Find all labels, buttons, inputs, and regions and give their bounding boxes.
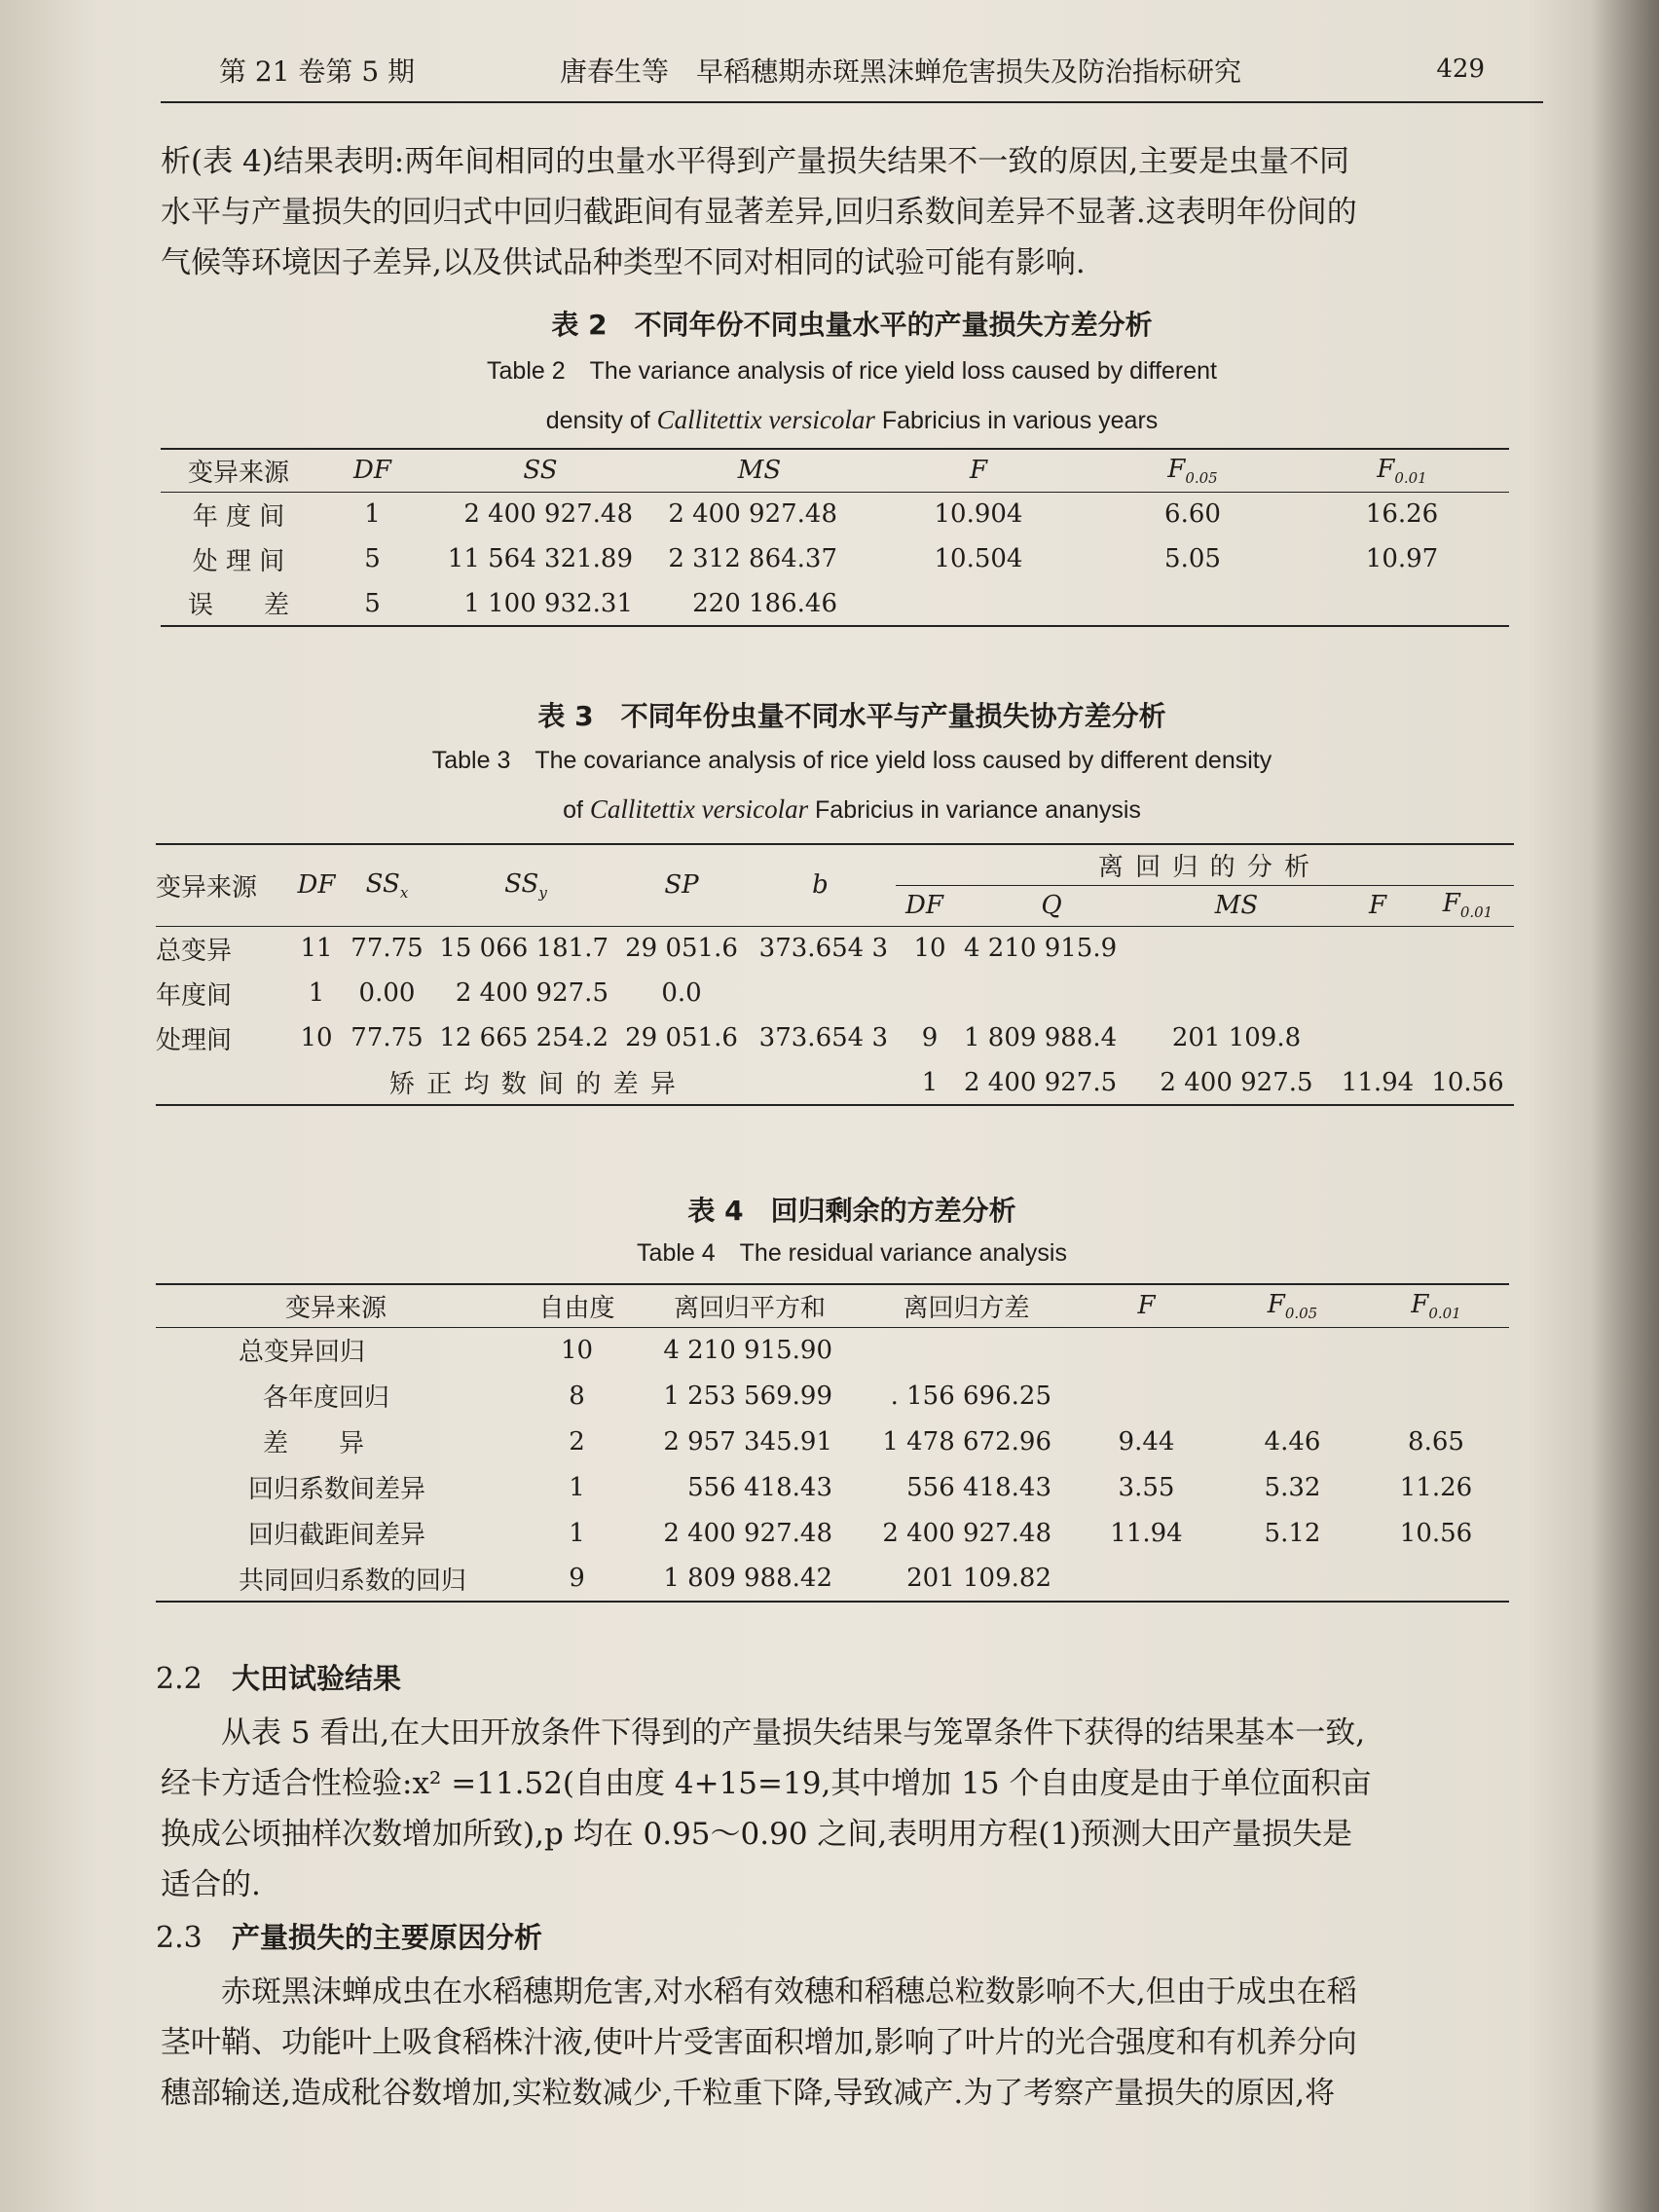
col-header (1295, 449, 1509, 492)
table4-caption-cn: 表 4 回归剩余的方差分析 (687, 1195, 1016, 1227)
table-row (161, 581, 1509, 626)
cell: 10.56 (1431, 1067, 1504, 1097)
cell (1421, 1015, 1514, 1060)
cell (1334, 926, 1421, 971)
table3-caption-en (161, 736, 1543, 834)
cell: 201 109.82 (906, 1564, 1051, 1593)
col-header: 离回归方差 (903, 1293, 1030, 1323)
cell: 回归系数间差异 (248, 1475, 426, 1504)
section-number: 2.3 (156, 1921, 203, 1955)
cell: 0.00 (358, 978, 416, 1008)
cell: 6.60 (1164, 499, 1221, 530)
header-rule (161, 101, 1543, 103)
section-number: 2.2 (156, 1662, 203, 1696)
cell (1222, 1556, 1363, 1602)
header-subscript: x (399, 883, 409, 902)
caption-line-pre: of (563, 796, 590, 824)
text-line: 穗部输送,造成秕谷数增加,实粒数减少,千粒重下降,导致减产.为了考察产量损失的原因,将 (161, 2076, 1336, 2111)
table-row (156, 1510, 1509, 1556)
cell: 77.75 (350, 934, 424, 964)
cell (1071, 1327, 1222, 1373)
cell (1139, 971, 1334, 1015)
cell (866, 581, 1090, 626)
cell: 373.654 3 (758, 934, 888, 964)
cell: 差 异 (263, 1429, 365, 1458)
cell: 3.55 (1118, 1472, 1175, 1502)
col-header: F (1137, 1291, 1156, 1321)
section-title: 大田试验结果 (232, 1662, 402, 1695)
text-line: 赤斑黑沫蝉成虫在水稻穗期危害,对水稻有效穗和稻穗总粒数影响不大,但由于成虫在稻 (161, 1974, 1357, 2009)
cell: 5.05 (1164, 544, 1221, 573)
header-symbol: SS (365, 868, 400, 899)
cell: 5 (364, 544, 381, 573)
header-subscript: 0.01 (1428, 1304, 1461, 1322)
header-subscript: 0.05 (1284, 1304, 1318, 1322)
cell (964, 971, 1139, 1015)
col-header: 变异来源 (187, 458, 289, 488)
section-2-3-paragraph (161, 1967, 1548, 2119)
cell: 2 400 927.48 (463, 499, 633, 530)
cell: 2 957 345.91 (663, 1426, 832, 1456)
col-header (1090, 449, 1295, 492)
cell (1090, 581, 1295, 626)
cell: 1 100 932.31 (463, 588, 633, 618)
cell: . 156 696.25 (890, 1381, 1051, 1411)
cell: 10.504 (934, 544, 1023, 573)
cell: 总变异回归 (239, 1338, 366, 1368)
cell: 1 (364, 499, 381, 530)
table-row (156, 1373, 1509, 1419)
section-2-3-heading (156, 1916, 542, 1956)
col-header: b (812, 870, 829, 901)
col-header: 变异来源 (156, 872, 258, 903)
cell (862, 1327, 1071, 1373)
cell: 4.46 (1264, 1426, 1321, 1456)
caption-line: Table 3 The covariance analysis of rice yield loss caused by different density (431, 747, 1272, 774)
col-header (433, 844, 618, 926)
cell: 373.654 3 (758, 1023, 888, 1052)
col-header: SS (523, 456, 558, 486)
cell: 10 (560, 1335, 594, 1365)
col-header: 变异来源 (284, 1293, 387, 1323)
cell: 201 109.8 (1171, 1023, 1302, 1052)
cell: 2 312 864.37 (668, 544, 837, 573)
table4 (156, 1283, 1509, 1603)
cell: 2 (569, 1426, 585, 1456)
cell: 4 210 915.9 (964, 934, 1118, 964)
species-name: Callitettix versicolar (589, 794, 809, 824)
header-symbol: SS (504, 868, 539, 899)
cell: 11.26 (1399, 1472, 1473, 1502)
cell (1295, 581, 1509, 626)
cell (1334, 971, 1421, 1015)
group-header: 离 回 归 的 分 析 (896, 844, 1514, 885)
cell: 1 478 672.96 (882, 1426, 1051, 1456)
cell: 2 400 927.48 (663, 1518, 832, 1548)
cell: 1 809 988.4 (964, 1023, 1118, 1052)
table-row (156, 1464, 1509, 1510)
text-line: 析(表 4)结果表明:两年间相同的虫量水平得到产量损失结果不一致的原因,主要是虫量不同 (161, 144, 1350, 179)
table2-caption-cn: 表 2 不同年份不同虫量水平的产量损失方差分析 (551, 309, 1153, 341)
col-header (1363, 1284, 1509, 1327)
header-symbol: F (1267, 1289, 1285, 1319)
table-row (161, 536, 1509, 581)
table3 (156, 843, 1514, 1106)
cell (1071, 1373, 1222, 1419)
col-header (341, 844, 433, 926)
header-subscript: 0.01 (1459, 903, 1493, 922)
intro-paragraph (161, 136, 1548, 288)
cell: 2 400 927.48 (668, 499, 837, 530)
col-header: 离回归平方和 (673, 1293, 826, 1323)
cell: 9.44 (1118, 1426, 1175, 1456)
cell (1363, 1373, 1509, 1419)
cell: 10.97 (1365, 544, 1439, 573)
cell: 4 210 915.90 (663, 1335, 832, 1365)
cell: 5.32 (1264, 1472, 1321, 1502)
cell: 12 665 254.2 (439, 1023, 608, 1052)
cell: 9 (921, 1023, 939, 1052)
cell: 10.904 (934, 499, 1023, 530)
cell: 1 (569, 1518, 585, 1548)
cell: 1 (308, 978, 325, 1008)
table2-caption-en (161, 347, 1543, 445)
cell: 16.26 (1365, 499, 1439, 530)
cell: 共同回归系数的回归 (239, 1566, 467, 1596)
cell: 各年度回归 (263, 1383, 390, 1413)
cell: 10 (913, 934, 946, 964)
text-line: 水平与产量损失的回归式中回归截距间有显著差异,回归系数间差异不显著.这表明年份间的 (161, 195, 1357, 230)
header-symbol: F (1167, 454, 1186, 484)
text-line: 经卡方适合性检验:x² =11.52(自由度 4+15=19,其中增加 15 个自由度是由于单位面积亩 (161, 1766, 1372, 1801)
caption-line: Table 2 The variance analysis of rice yield loss caused by different (487, 357, 1217, 385)
cell: 8.65 (1408, 1426, 1464, 1456)
section-title: 产量损失的主要原因分析 (232, 1921, 543, 1954)
cell (1421, 926, 1514, 971)
cell: 29 051.6 (625, 934, 738, 964)
table-row-corrected (156, 1060, 1514, 1105)
text-line: 适合的. (161, 1867, 261, 1902)
cell: 2 400 927.5 (1160, 1067, 1313, 1097)
cell: 77.75 (350, 1023, 424, 1052)
text-line: 从表 5 看出,在大田开放条件下得到的产量损失结果与笼罩条件下获得的结果基本一致, (161, 1715, 1366, 1751)
cell: 556 418.43 (687, 1472, 832, 1502)
cell: 2 400 927.5 (455, 978, 608, 1008)
col-header: MS (1214, 891, 1259, 920)
cell (1071, 1556, 1222, 1602)
col-header (1421, 885, 1514, 926)
cell: 年 度 间 (192, 501, 285, 532)
cell: 年度间 (156, 980, 233, 1011)
cell: 10 (300, 1023, 333, 1052)
header-subscript: 0.05 (1185, 468, 1218, 487)
cell: 矫 正 均 数 间 的 差 异 (389, 1070, 678, 1099)
page-number: 429 (1436, 55, 1485, 84)
caption-line-pre: density of (545, 407, 657, 434)
table-row (156, 1015, 1514, 1060)
cell: 总变异 (156, 936, 233, 966)
species-name: Callitettix versicolar (656, 405, 875, 434)
cell: 220 186.46 (692, 588, 837, 618)
cell: 2 400 927.5 (964, 1067, 1118, 1097)
cell: 1 809 988.42 (663, 1564, 832, 1593)
cell: 11.94 (1341, 1067, 1415, 1097)
cell: 1 (921, 1067, 939, 1097)
cell: 5 (364, 588, 381, 618)
cell: 11 564 321.89 (447, 544, 633, 573)
col-header: SP (664, 870, 699, 901)
header-symbol: F (1411, 1289, 1429, 1319)
cell: 11 (300, 934, 333, 964)
col-header: MS (737, 456, 782, 486)
cell: 1 253 569.99 (663, 1381, 832, 1411)
caption-line-post: Fabricius in various years (874, 407, 1159, 434)
cell: 29 051.6 (625, 1023, 738, 1052)
col-header: F (1368, 891, 1387, 920)
cell (1363, 1327, 1509, 1373)
col-header: F (969, 456, 988, 486)
table-row (156, 1556, 1509, 1602)
cell (1222, 1373, 1363, 1419)
header-subscript: y (538, 883, 547, 902)
header-subscript: 0.01 (1394, 468, 1427, 487)
text-line: 换成公顷抽样次数增加所致),p 均在 0.95～0.90 之间,表明用方程(1)预测大田产量损失是 (161, 1817, 1353, 1852)
cell (1334, 1015, 1421, 1060)
cell (745, 971, 896, 1015)
col-header (1222, 1284, 1363, 1327)
journal-volume: 第 21 卷第 5 期 (219, 55, 416, 88)
cell: 误 差 (187, 591, 289, 620)
cell: 回归截距间差异 (248, 1521, 426, 1550)
cell: 处理间 (156, 1025, 233, 1055)
col-header: 自由度 (538, 1293, 615, 1323)
table2 (161, 448, 1509, 627)
text-line: 气候等环境因子差异,以及供试品种类型不同对相同的试验可能有影响. (161, 245, 1086, 280)
table3-caption-cn: 表 3 不同年份虫量不同水平与产量损失协方差分析 (537, 700, 1166, 732)
cell: 11.94 (1110, 1518, 1183, 1548)
cell: 处 理 间 (192, 546, 285, 576)
cell (1139, 926, 1334, 971)
table4-caption-en: Table 4 The residual variance analysis (637, 1239, 1067, 1267)
cell (896, 971, 964, 1015)
table-row (156, 926, 1514, 971)
cell (1421, 971, 1514, 1015)
cell: 0.0 (661, 978, 702, 1008)
table-row (156, 971, 1514, 1015)
cell: 556 418.43 (906, 1472, 1051, 1502)
cell: 1 (569, 1472, 585, 1502)
header-symbol: F (1377, 454, 1395, 484)
section-2-2-heading (156, 1657, 401, 1697)
running-header (161, 51, 1543, 97)
col-header: DF (297, 870, 336, 901)
cell: 8 (569, 1381, 585, 1411)
cell: 5.12 (1264, 1518, 1321, 1548)
table-row (156, 1327, 1509, 1373)
cell (1222, 1327, 1363, 1373)
cell: 10.56 (1399, 1518, 1473, 1548)
page-binding-shadow (1591, 0, 1659, 2212)
running-title: 唐春生等 早稻穗期赤斑黑沫蝉危害损失及防治指标研究 (560, 55, 1242, 88)
cell: 9 (569, 1564, 585, 1593)
cell: 2 400 927.48 (882, 1518, 1051, 1548)
table-row (156, 1419, 1509, 1464)
header-symbol: F (1442, 889, 1460, 919)
table-row (161, 492, 1509, 536)
text-line: 茎叶鞘、功能叶上吸食稻株汁液,使叶片受害面积增加,影响了叶片的光合强度和有机养分向 (161, 2025, 1357, 2060)
caption-line-post: Fabricius in variance ananysis (808, 796, 1141, 824)
col-header: Q (1041, 891, 1062, 920)
cell (1363, 1556, 1509, 1602)
col-header: DF (353, 456, 391, 486)
cell: 15 066 181.7 (439, 934, 608, 964)
col-header: DF (905, 891, 943, 920)
section-2-2-paragraph (161, 1708, 1548, 1910)
